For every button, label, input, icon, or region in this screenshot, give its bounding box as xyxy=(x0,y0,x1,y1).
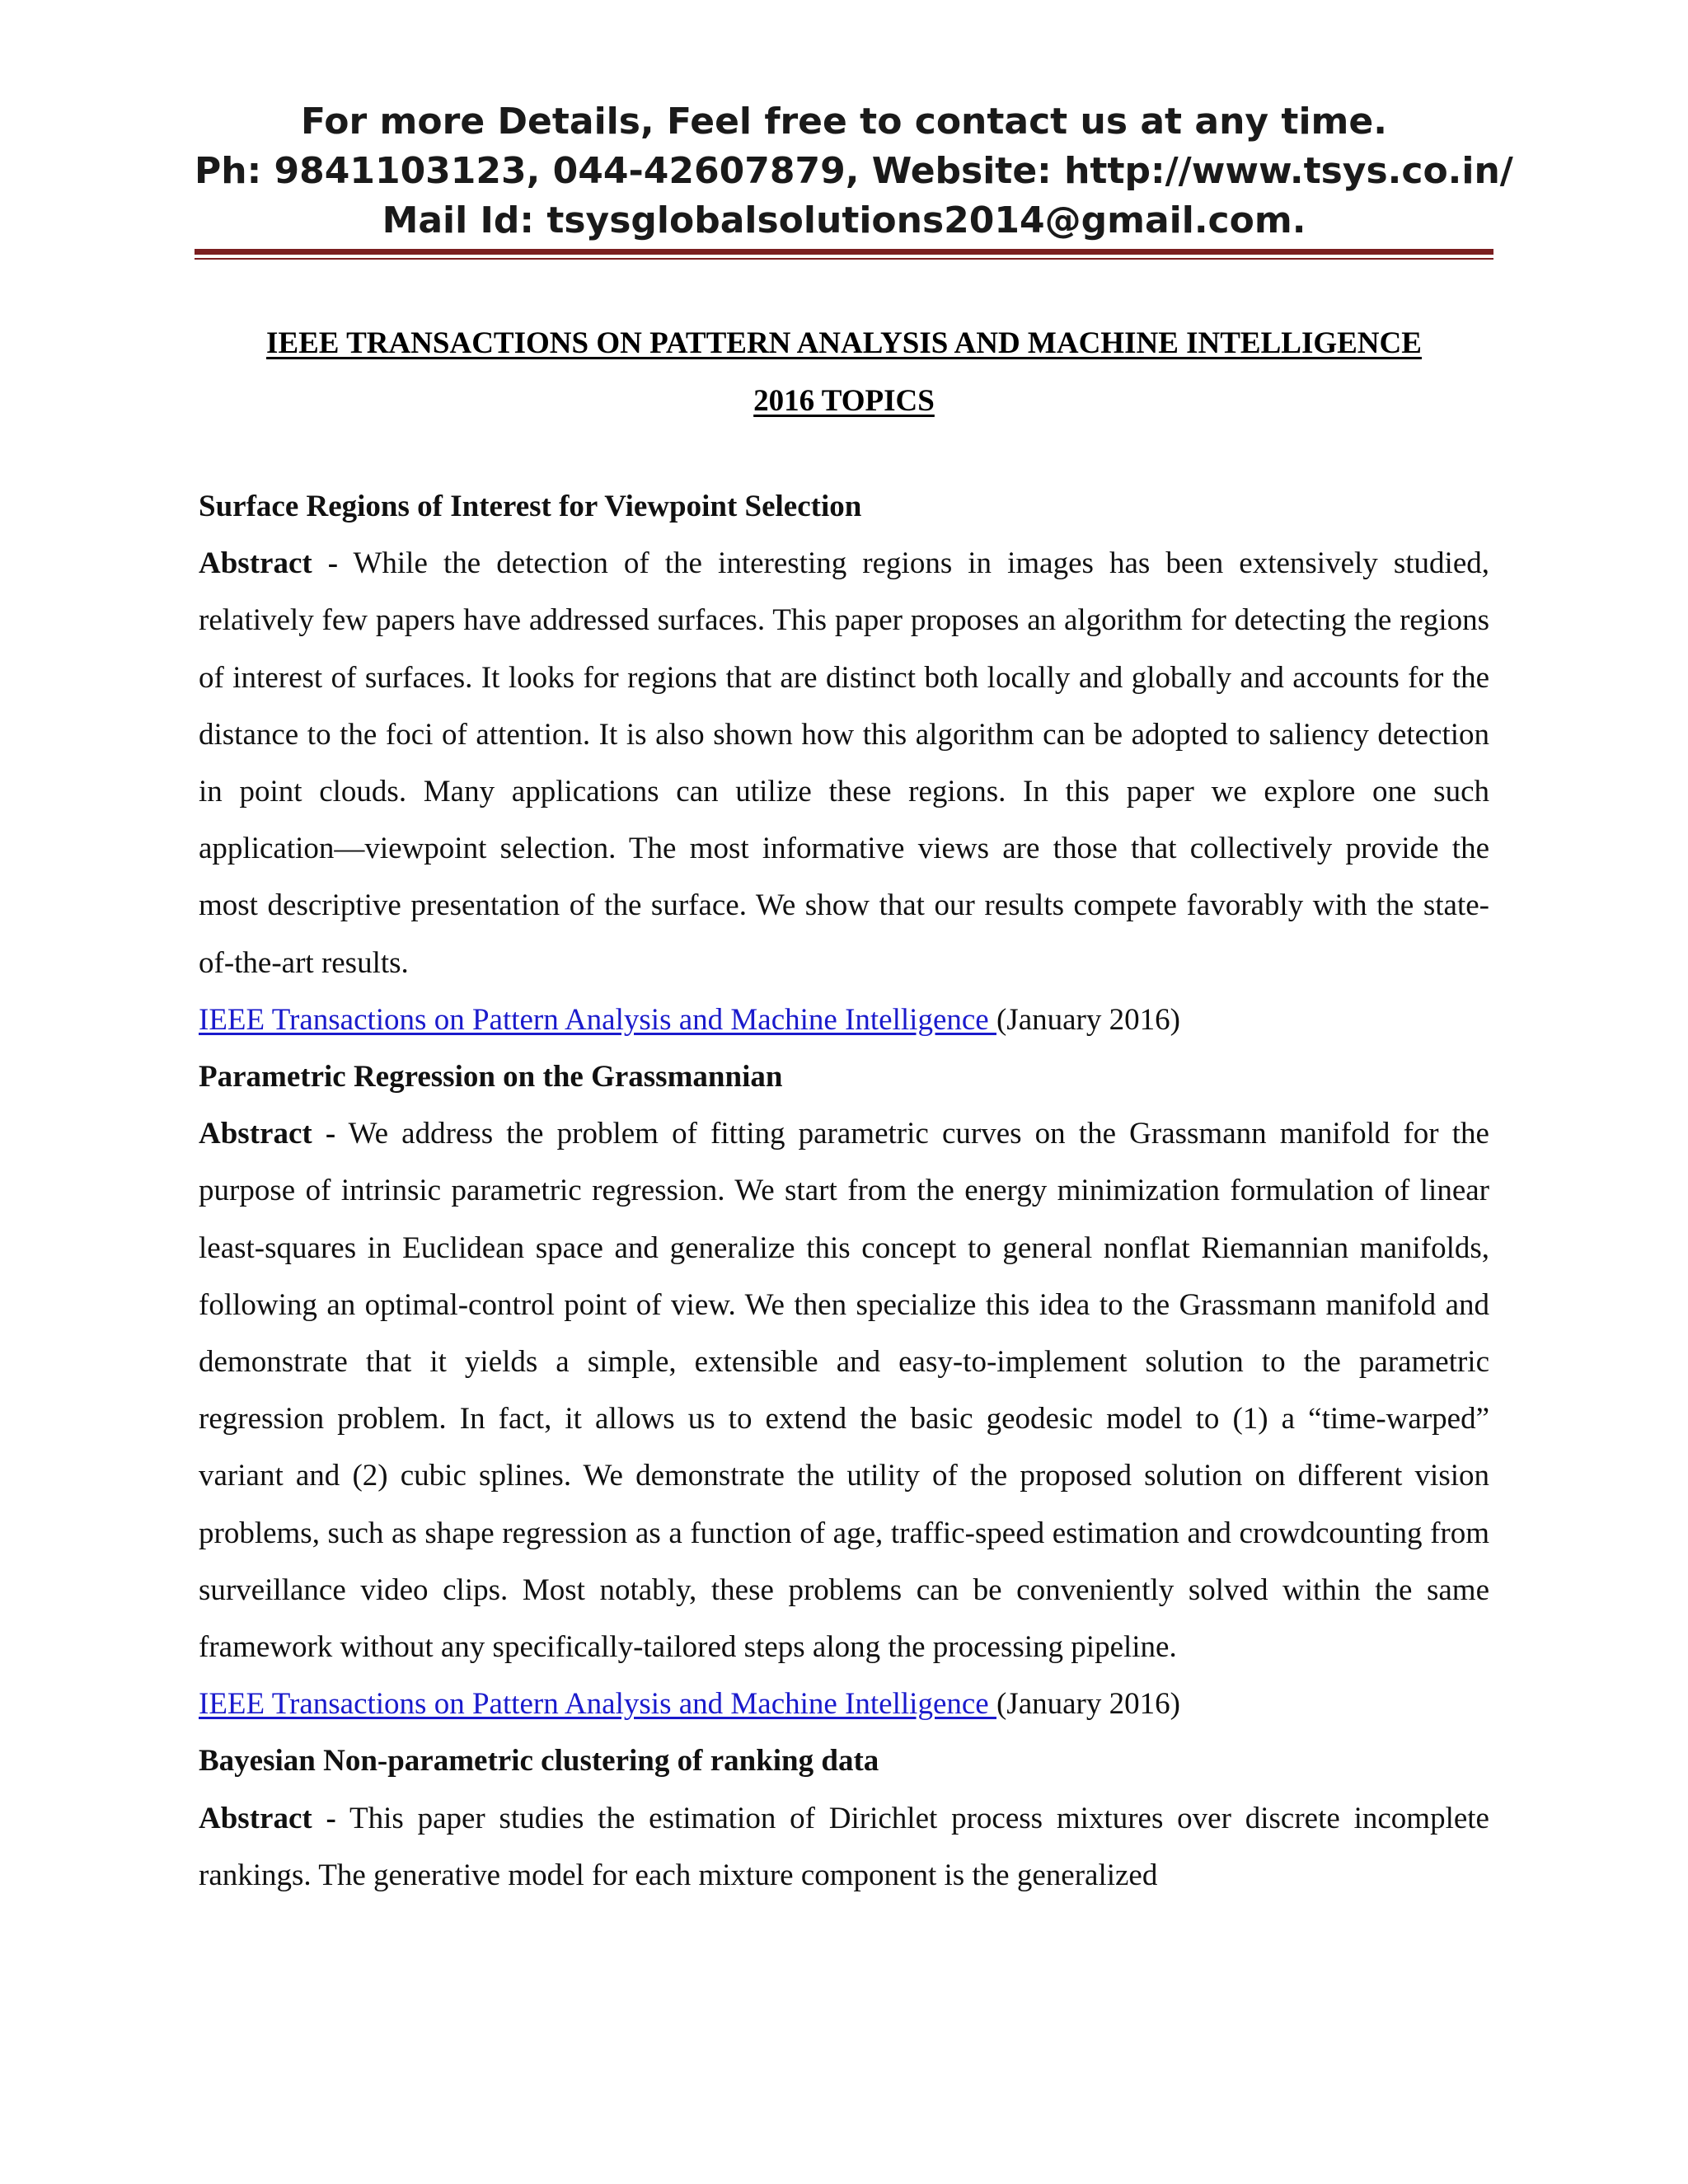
abstract-label: Abstract - xyxy=(199,1117,336,1151)
abstract-label: Abstract - xyxy=(199,1801,336,1835)
document-title-line-1: IEEE TRANSACTIONS ON PATTERN ANALYSIS AND MACHINE INTELLIGENCE xyxy=(266,326,1422,360)
paper-source xyxy=(199,1675,1489,1732)
paper-abstract xyxy=(199,1105,1489,1675)
contact-header xyxy=(195,97,1513,246)
abstract-text: While the detection of the interesting regions in images has been extensively studied, relatively few papers have addressed surfaces. This paper proposes an algorithm for detecting the regions of interest of surfaces. It looks for regions that are distinct both locally and globally and accounts for the distance to the foci of attention. It is also shown how this algorithm can be adopted to saliency detection in point clouds. Many applications can utilize these regions. In this paper we explore one such application—viewpoint selection. The most informative views are those that collectively provide the most descriptive presentation of the surface. We show that our results compete favorably with the state-of-the-art results. xyxy=(199,546,1489,980)
header-line-3: Mail Id: tsysglobalsolutions2014@gmail.com. xyxy=(382,199,1306,241)
header-line-2: Ph: 9841103123, 044-42607879, Website: http://www.tsys.co.in/ xyxy=(195,150,1513,192)
paper-entry xyxy=(199,478,1489,1048)
paper-title: Bayesian Non-parametric clustering of ranking data xyxy=(199,1744,879,1779)
papers-list xyxy=(199,478,1489,1904)
publication-date: (January 2016) xyxy=(996,1002,1180,1037)
paper-abstract xyxy=(199,535,1489,991)
abstract-text: We address the problem of fitting parametric curves on the Grassmann manifold for the purpose of intrinsic parametric regression. We start from the energy minimization formulation of linear least-squares in Euclidean space and generalize this concept to general nonflat Riemannian manifolds, following an optimal-control point of view. We then specialize this idea to the Grassmann manifold and demonstrate that it yields a simple, extensible and easy-to-implement solution to the parametric regression problem. In fact, it allows us to extend the basic geodesic model to (1) a “time-warped” variant and (2) cubic splines. We demonstrate the utility of the proposed solution on different vision problems, such as shape regression as a function of age, traffic-speed estimation and crowdcounting from surveillance video clips. Most notably, these problems can be conveniently solved within the same framework without any specifically-tailored steps along the processing pipeline. xyxy=(199,1117,1489,1665)
publication-date: (January 2016) xyxy=(996,1687,1180,1722)
header-divider-thick xyxy=(195,249,1493,255)
abstract-label: Abstract - xyxy=(199,546,339,581)
document-title xyxy=(195,315,1493,430)
paper-entry xyxy=(199,1048,1489,1732)
paper-entry xyxy=(199,1732,1489,1904)
paper-abstract xyxy=(199,1790,1489,1904)
journal-link[interactable]: IEEE Transactions on Pattern Analysis and Machine Intelligence xyxy=(199,1687,996,1722)
paper-source xyxy=(199,991,1489,1048)
header-line-1: For more Details, Feel free to contact us at any time. xyxy=(301,101,1387,143)
document-title-line-2: 2016 TOPICS xyxy=(753,384,935,418)
paper-title: Surface Regions of Interest for Viewpoint Selection xyxy=(199,490,862,523)
header-divider-thin xyxy=(195,258,1493,260)
abstract-text: This paper studies the estimation of Dirichlet process mixtures over discrete incomplete rankings. The generative model for each mixture component is the generalized xyxy=(199,1801,1489,1892)
journal-link[interactable]: IEEE Transactions on Pattern Analysis and Machine Intelligence xyxy=(199,1002,996,1037)
paper-title: Parametric Regression on the Grassmannian xyxy=(199,1060,783,1094)
